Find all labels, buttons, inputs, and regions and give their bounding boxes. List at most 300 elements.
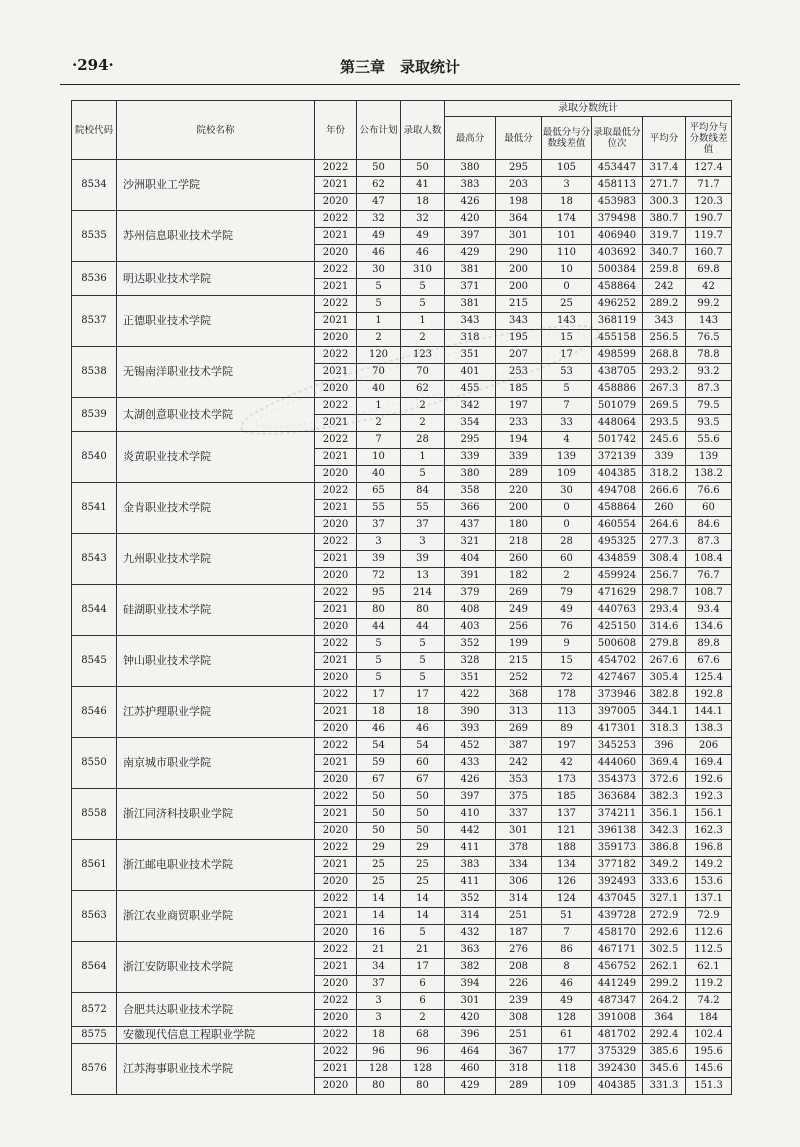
admitted-cell: 62	[401, 381, 445, 398]
min-diff-cell: 61	[542, 1027, 592, 1044]
min-diff-cell: 51	[542, 908, 592, 925]
min-score-cell: 187	[496, 925, 542, 942]
page-number: ·294·	[72, 56, 114, 74]
min-diff-cell: 110	[542, 245, 592, 262]
year-cell: 2021	[315, 704, 357, 721]
max-score-cell: 381	[445, 262, 496, 279]
admitted-cell: 25	[401, 874, 445, 891]
admitted-cell: 2	[401, 415, 445, 432]
max-score-cell: 408	[445, 602, 496, 619]
min-diff-cell: 10	[542, 262, 592, 279]
avg-diff-cell: 206	[686, 738, 732, 755]
min-rank-cell: 377182	[592, 857, 643, 874]
header-min-diff: 最低分与分数线差值	[542, 117, 592, 160]
avg-score-cell: 299.2	[643, 976, 686, 993]
max-score-cell: 380	[445, 160, 496, 177]
school-code: 8541	[72, 483, 117, 534]
avg-score-cell: 385.6	[643, 1044, 686, 1061]
min-diff-cell: 173	[542, 772, 592, 789]
avg-diff-cell: 144.1	[686, 704, 732, 721]
school-name: 无锡南洋职业技术学院	[117, 347, 315, 398]
avg-score-cell: 319.7	[643, 228, 686, 245]
school-code: 8538	[72, 347, 117, 398]
min-diff-cell: 143	[542, 313, 592, 330]
plan-cell: 46	[357, 721, 401, 738]
avg-diff-cell: 127.4	[686, 160, 732, 177]
avg-diff-cell: 120.3	[686, 194, 732, 211]
year-cell: 2020	[315, 925, 357, 942]
admitted-cell: 18	[401, 704, 445, 721]
year-cell: 2020	[315, 568, 357, 585]
avg-diff-cell: 93.5	[686, 415, 732, 432]
max-score-cell: 403	[445, 619, 496, 636]
avg-score-cell: 271.7	[643, 177, 686, 194]
year-cell: 2020	[315, 381, 357, 398]
admitted-cell: 39	[401, 551, 445, 568]
year-cell: 2021	[315, 364, 357, 381]
avg-score-cell: 262.1	[643, 959, 686, 976]
min-diff-cell: 15	[542, 653, 592, 670]
min-rank-cell: 448064	[592, 415, 643, 432]
admitted-cell: 49	[401, 228, 445, 245]
admitted-cell: 5	[401, 925, 445, 942]
admitted-cell: 50	[401, 160, 445, 177]
max-score-cell: 455	[445, 381, 496, 398]
year-cell: 2021	[315, 228, 357, 245]
header-name: 院校名称	[117, 101, 315, 160]
school-code: 8543	[72, 534, 117, 585]
min-score-cell: 200	[496, 262, 542, 279]
header-avg-diff: 平均分与分数线差值	[686, 117, 732, 160]
avg-diff-cell: 119.2	[686, 976, 732, 993]
avg-score-cell: 364	[643, 1010, 686, 1027]
plan-cell: 40	[357, 381, 401, 398]
year-cell: 2020	[315, 670, 357, 687]
min-score-cell: 252	[496, 670, 542, 687]
admitted-cell: 2	[401, 330, 445, 347]
school-name: 苏州信息职业技术学院	[117, 211, 315, 262]
header-rank: 录取最低分位次	[592, 117, 643, 160]
min-rank-cell: 441249	[592, 976, 643, 993]
min-diff-cell: 0	[542, 279, 592, 296]
admitted-cell: 46	[401, 245, 445, 262]
min-rank-cell: 397005	[592, 704, 643, 721]
min-rank-cell: 456752	[592, 959, 643, 976]
max-score-cell: 380	[445, 466, 496, 483]
admitted-cell: 5	[401, 653, 445, 670]
min-diff-cell: 126	[542, 874, 592, 891]
min-diff-cell: 109	[542, 1078, 592, 1095]
max-score-cell: 411	[445, 874, 496, 891]
avg-score-cell: 256.5	[643, 330, 686, 347]
max-score-cell: 390	[445, 704, 496, 721]
min-rank-cell: 368119	[592, 313, 643, 330]
school-name: 江苏海事职业技术学院	[117, 1044, 315, 1095]
admitted-cell: 44	[401, 619, 445, 636]
year-cell: 2022	[315, 585, 357, 602]
year-cell: 2021	[315, 177, 357, 194]
min-score-cell: 368	[496, 687, 542, 704]
min-rank-cell: 455158	[592, 330, 643, 347]
max-score-cell: 351	[445, 347, 496, 364]
min-rank-cell: 471629	[592, 585, 643, 602]
min-diff-cell: 7	[542, 925, 592, 942]
min-rank-cell: 495325	[592, 534, 643, 551]
min-diff-cell: 178	[542, 687, 592, 704]
avg-score-cell: 331.3	[643, 1078, 686, 1095]
year-cell: 2022	[315, 211, 357, 228]
plan-cell: 50	[357, 806, 401, 823]
min-rank-cell: 481702	[592, 1027, 643, 1044]
plan-cell: 18	[357, 704, 401, 721]
admitted-cell: 17	[401, 687, 445, 704]
plan-cell: 25	[357, 857, 401, 874]
avg-score-cell: 318.3	[643, 721, 686, 738]
admitted-cell: 5	[401, 279, 445, 296]
plan-cell: 50	[357, 789, 401, 806]
year-cell: 2020	[315, 619, 357, 636]
plan-cell: 80	[357, 602, 401, 619]
year-cell: 2022	[315, 789, 357, 806]
avg-score-cell: 300.3	[643, 194, 686, 211]
year-cell: 2022	[315, 1044, 357, 1061]
school-code: 8561	[72, 840, 117, 891]
year-cell: 2022	[315, 347, 357, 364]
admitted-cell: 96	[401, 1044, 445, 1061]
plan-cell: 50	[357, 160, 401, 177]
max-score-cell: 411	[445, 840, 496, 857]
min-diff-cell: 72	[542, 670, 592, 687]
avg-score-cell: 302.5	[643, 942, 686, 959]
min-rank-cell: 454702	[592, 653, 643, 670]
min-score-cell: 198	[496, 194, 542, 211]
year-cell: 2022	[315, 432, 357, 449]
min-score-cell: 301	[496, 228, 542, 245]
year-cell: 2020	[315, 721, 357, 738]
avg-diff-cell: 134.6	[686, 619, 732, 636]
header-max: 最高分	[445, 117, 496, 160]
table-row	[72, 891, 732, 908]
avg-diff-cell: 78.8	[686, 347, 732, 364]
min-rank-cell: 375329	[592, 1044, 643, 1061]
avg-diff-cell: 137.1	[686, 891, 732, 908]
avg-score-cell: 256.7	[643, 568, 686, 585]
plan-cell: 50	[357, 823, 401, 840]
avg-score-cell: 345.6	[643, 1061, 686, 1078]
school-code: 8558	[72, 789, 117, 840]
avg-score-cell: 342.3	[643, 823, 686, 840]
min-score-cell: 242	[496, 755, 542, 772]
min-score-cell: 233	[496, 415, 542, 432]
min-diff-cell: 9	[542, 636, 592, 653]
max-score-cell: 464	[445, 1044, 496, 1061]
max-score-cell: 379	[445, 585, 496, 602]
table-row	[72, 211, 732, 228]
min-diff-cell: 124	[542, 891, 592, 908]
table-row	[72, 1027, 732, 1044]
table-row	[72, 483, 732, 500]
min-diff-cell: 60	[542, 551, 592, 568]
plan-cell: 32	[357, 211, 401, 228]
avg-diff-cell: 108.7	[686, 585, 732, 602]
header-year: 年份	[315, 101, 357, 160]
plan-cell: 10	[357, 449, 401, 466]
min-score-cell: 301	[496, 823, 542, 840]
max-score-cell: 328	[445, 653, 496, 670]
admitted-cell: 41	[401, 177, 445, 194]
min-rank-cell: 396138	[592, 823, 643, 840]
min-rank-cell: 438705	[592, 364, 643, 381]
plan-cell: 40	[357, 466, 401, 483]
min-score-cell: 364	[496, 211, 542, 228]
avg-score-cell: 298.7	[643, 585, 686, 602]
min-diff-cell: 105	[542, 160, 592, 177]
year-cell: 2022	[315, 483, 357, 500]
table-row	[72, 636, 732, 653]
year-cell: 2021	[315, 279, 357, 296]
admitted-cell: 50	[401, 806, 445, 823]
avg-score-cell: 267.6	[643, 653, 686, 670]
min-rank-cell: 437045	[592, 891, 643, 908]
min-rank-cell: 434859	[592, 551, 643, 568]
table-row	[72, 262, 732, 279]
admitted-cell: 5	[401, 670, 445, 687]
min-rank-cell: 496252	[592, 296, 643, 313]
avg-score-cell: 380.7	[643, 211, 686, 228]
max-score-cell: 391	[445, 568, 496, 585]
min-diff-cell: 86	[542, 942, 592, 959]
plan-cell: 29	[357, 840, 401, 857]
avg-diff-cell: 62.1	[686, 959, 732, 976]
avg-diff-cell: 71.7	[686, 177, 732, 194]
max-score-cell: 429	[445, 245, 496, 262]
admitted-cell: 84	[401, 483, 445, 500]
header-plan: 公布计划	[357, 101, 401, 160]
avg-diff-cell: 139	[686, 449, 732, 466]
avg-diff-cell: 79.5	[686, 398, 732, 415]
max-score-cell: 401	[445, 364, 496, 381]
school-code: 8537	[72, 296, 117, 347]
min-diff-cell: 30	[542, 483, 592, 500]
year-cell: 2020	[315, 976, 357, 993]
admitted-cell: 2	[401, 398, 445, 415]
min-score-cell: 215	[496, 653, 542, 670]
avg-diff-cell: 99.2	[686, 296, 732, 313]
table-row	[72, 687, 732, 704]
avg-score-cell: 327.1	[643, 891, 686, 908]
admitted-cell: 46	[401, 721, 445, 738]
min-rank-cell: 379498	[592, 211, 643, 228]
min-score-cell: 314	[496, 891, 542, 908]
admitted-cell: 123	[401, 347, 445, 364]
school-code: 8572	[72, 993, 117, 1027]
school-name: 合肥共达职业技术学院	[117, 993, 315, 1027]
max-score-cell: 410	[445, 806, 496, 823]
min-rank-cell: 458170	[592, 925, 643, 942]
plan-cell: 3	[357, 1010, 401, 1027]
avg-diff-cell: 196.8	[686, 840, 732, 857]
avg-score-cell: 266.6	[643, 483, 686, 500]
header-score-group: 录取分数统计	[445, 101, 732, 117]
avg-diff-cell: 138.3	[686, 721, 732, 738]
table-row	[72, 789, 732, 806]
avg-diff-cell: 42	[686, 279, 732, 296]
admitted-cell: 32	[401, 211, 445, 228]
avg-diff-cell: 89.8	[686, 636, 732, 653]
admitted-cell: 25	[401, 857, 445, 874]
admitted-cell: 14	[401, 891, 445, 908]
min-score-cell: 269	[496, 585, 542, 602]
avg-score-cell: 292.4	[643, 1027, 686, 1044]
min-diff-cell: 28	[542, 534, 592, 551]
min-diff-cell: 7	[542, 398, 592, 415]
min-score-cell: 367	[496, 1044, 542, 1061]
max-score-cell: 339	[445, 449, 496, 466]
max-score-cell: 426	[445, 194, 496, 211]
min-score-cell: 180	[496, 517, 542, 534]
avg-score-cell: 259.8	[643, 262, 686, 279]
min-score-cell: 239	[496, 993, 542, 1010]
year-cell: 2020	[315, 1010, 357, 1027]
min-score-cell: 215	[496, 296, 542, 313]
max-score-cell: 404	[445, 551, 496, 568]
avg-diff-cell: 69.8	[686, 262, 732, 279]
admitted-cell: 68	[401, 1027, 445, 1044]
avg-diff-cell: 143	[686, 313, 732, 330]
year-cell: 2022	[315, 738, 357, 755]
min-rank-cell: 345253	[592, 738, 643, 755]
avg-score-cell: 242	[643, 279, 686, 296]
plan-cell: 120	[357, 347, 401, 364]
min-diff-cell: 118	[542, 1061, 592, 1078]
min-score-cell: 378	[496, 840, 542, 857]
max-score-cell: 295	[445, 432, 496, 449]
max-score-cell: 460	[445, 1061, 496, 1078]
avg-diff-cell: 160.7	[686, 245, 732, 262]
min-rank-cell: 425150	[592, 619, 643, 636]
min-rank-cell: 458864	[592, 500, 643, 517]
max-score-cell: 420	[445, 1010, 496, 1027]
min-rank-cell: 453447	[592, 160, 643, 177]
plan-cell: 37	[357, 517, 401, 534]
avg-score-cell: 396	[643, 738, 686, 755]
admitted-cell: 128	[401, 1061, 445, 1078]
header-code: 院校代码	[72, 101, 117, 160]
year-cell: 2021	[315, 653, 357, 670]
chapter-title: 第三章 录取统计	[339, 58, 460, 76]
page-header	[60, 54, 740, 85]
min-diff-cell: 101	[542, 228, 592, 245]
plan-cell: 67	[357, 772, 401, 789]
min-rank-cell: 417301	[592, 721, 643, 738]
plan-cell: 3	[357, 993, 401, 1010]
plan-cell: 30	[357, 262, 401, 279]
min-diff-cell: 15	[542, 330, 592, 347]
year-cell: 2022	[315, 398, 357, 415]
avg-diff-cell: 55.6	[686, 432, 732, 449]
plan-cell: 5	[357, 296, 401, 313]
avg-diff-cell: 192.3	[686, 789, 732, 806]
plan-cell: 14	[357, 908, 401, 925]
table-row	[72, 942, 732, 959]
min-rank-cell: 500608	[592, 636, 643, 653]
plan-cell: 21	[357, 942, 401, 959]
avg-diff-cell: 76.7	[686, 568, 732, 585]
min-diff-cell: 49	[542, 993, 592, 1010]
year-cell: 2021	[315, 755, 357, 772]
min-rank-cell: 501079	[592, 398, 643, 415]
max-score-cell: 429	[445, 1078, 496, 1095]
year-cell: 2022	[315, 534, 357, 551]
min-score-cell: 339	[496, 449, 542, 466]
plan-cell: 1	[357, 398, 401, 415]
admitted-cell: 2	[401, 1010, 445, 1027]
avg-score-cell: 382.3	[643, 789, 686, 806]
max-score-cell: 452	[445, 738, 496, 755]
min-score-cell: 289	[496, 466, 542, 483]
min-score-cell: 208	[496, 959, 542, 976]
year-cell: 2020	[315, 874, 357, 891]
avg-diff-cell: 195.6	[686, 1044, 732, 1061]
year-cell: 2020	[315, 517, 357, 534]
plan-cell: 128	[357, 1061, 401, 1078]
min-rank-cell: 373946	[592, 687, 643, 704]
min-rank-cell: 458864	[592, 279, 643, 296]
table-row	[72, 296, 732, 313]
year-cell: 2021	[315, 908, 357, 925]
plan-cell: 44	[357, 619, 401, 636]
min-score-cell: 387	[496, 738, 542, 755]
avg-score-cell: 292.6	[643, 925, 686, 942]
min-diff-cell: 17	[542, 347, 592, 364]
school-code: 8534	[72, 160, 117, 211]
plan-cell: 96	[357, 1044, 401, 1061]
plan-cell: 49	[357, 228, 401, 245]
plan-cell: 54	[357, 738, 401, 755]
min-score-cell: 253	[496, 364, 542, 381]
avg-diff-cell: 76.6	[686, 483, 732, 500]
max-score-cell: 420	[445, 211, 496, 228]
avg-diff-cell: 153.6	[686, 874, 732, 891]
avg-score-cell: 289.2	[643, 296, 686, 313]
avg-score-cell: 308.4	[643, 551, 686, 568]
min-diff-cell: 128	[542, 1010, 592, 1027]
header-admitted: 录取人数	[401, 101, 445, 160]
min-rank-cell: 404385	[592, 1078, 643, 1095]
plan-cell: 17	[357, 687, 401, 704]
admitted-cell: 1	[401, 449, 445, 466]
admitted-cell: 80	[401, 602, 445, 619]
min-score-cell: 290	[496, 245, 542, 262]
min-diff-cell: 134	[542, 857, 592, 874]
plan-cell: 18	[357, 1027, 401, 1044]
min-diff-cell: 4	[542, 432, 592, 449]
min-diff-cell: 139	[542, 449, 592, 466]
school-name: 明达职业技术学院	[117, 262, 315, 296]
min-score-cell: 226	[496, 976, 542, 993]
avg-diff-cell: 93.2	[686, 364, 732, 381]
avg-diff-cell: 84.6	[686, 517, 732, 534]
min-diff-cell: 121	[542, 823, 592, 840]
plan-cell: 47	[357, 194, 401, 211]
min-rank-cell: 427467	[592, 670, 643, 687]
avg-diff-cell: 76.5	[686, 330, 732, 347]
max-score-cell: 358	[445, 483, 496, 500]
avg-score-cell: 317.4	[643, 160, 686, 177]
admitted-cell: 214	[401, 585, 445, 602]
admitted-cell: 310	[401, 262, 445, 279]
max-score-cell: 381	[445, 296, 496, 313]
